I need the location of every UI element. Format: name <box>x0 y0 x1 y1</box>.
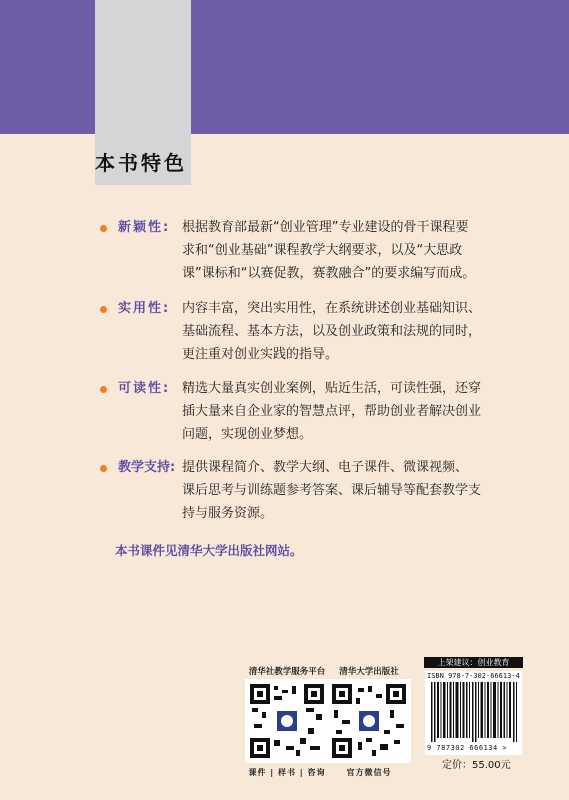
feature-line: 插大量来自企业家的智慧点评，帮助创业者解决创业 <box>182 404 482 419</box>
feature-line: 持与服务资源。 <box>182 506 274 521</box>
barcode <box>425 671 522 755</box>
feature-item-novelty <box>100 216 500 285</box>
feature-label: 可读性: <box>118 381 171 396</box>
feature-item-teaching-support <box>100 456 500 525</box>
feature-item-practicality <box>100 297 500 366</box>
barcode-bars-icon <box>431 682 517 742</box>
feature-label: 实用性: <box>118 301 171 316</box>
bullet-icon <box>100 465 107 472</box>
feature-line: 基础流程、基本方法，以及创业政策和法规的同时， <box>182 324 482 339</box>
barcode-digits: 9 787302 666134 > <box>427 744 508 752</box>
price-label: 定价：55.00元 <box>442 760 511 771</box>
feature-label: 新颖性: <box>118 220 171 235</box>
feature-line: 精选大量真实创业案例，贴近生活，可读性强，还穿 <box>182 381 482 396</box>
bullet-icon <box>100 306 107 313</box>
top-color-band <box>0 0 569 134</box>
feature-item-readability <box>100 377 500 446</box>
isbn-text: ISBN 978-7-302-66613-4 <box>427 672 520 680</box>
feature-line: 提供课程简介、教学大纲、电子课件、微课视频、 <box>182 460 469 475</box>
feature-line: 根据教育部最新“创业管理”专业建设的骨干课程要 <box>182 220 469 235</box>
feature-line: 更注重对创业实践的指导。 <box>182 347 339 362</box>
feature-line: 课后思考与训练题参考答案、课后辅导等配套教学支 <box>182 483 482 498</box>
qr-title: 清华社教学服务平台 <box>248 667 326 677</box>
feature-line: 问题，实现创业梦想。 <box>182 427 313 442</box>
qr-block-wechat <box>314 665 424 778</box>
qr-code-icon <box>327 679 411 763</box>
qr-title: 清华大学出版社 <box>339 667 399 677</box>
qr-caption: 课件 | 样书 | 咨询 <box>248 768 326 777</box>
feature-line: 课”课标和“以赛促教，赛教融合”的要求编写而成。 <box>182 266 476 281</box>
feature-line: 内容丰富，突出实用性，在系统讲述创业基础知识、 <box>182 301 482 316</box>
feature-line: 求和“创业基础”课程教学大纲要求，以及“大思政 <box>182 243 463 258</box>
section-title: 本书特色 <box>95 151 187 175</box>
feature-label: 教学支持: <box>118 460 176 475</box>
website-note: 本书课件见清华大学出版社网站。 <box>115 543 303 558</box>
qr-caption: 官方微信号 <box>346 768 392 777</box>
bullet-icon <box>100 386 107 393</box>
bullet-icon <box>100 225 107 232</box>
shelf-label: 上架建议：创业教育 <box>424 657 523 668</box>
